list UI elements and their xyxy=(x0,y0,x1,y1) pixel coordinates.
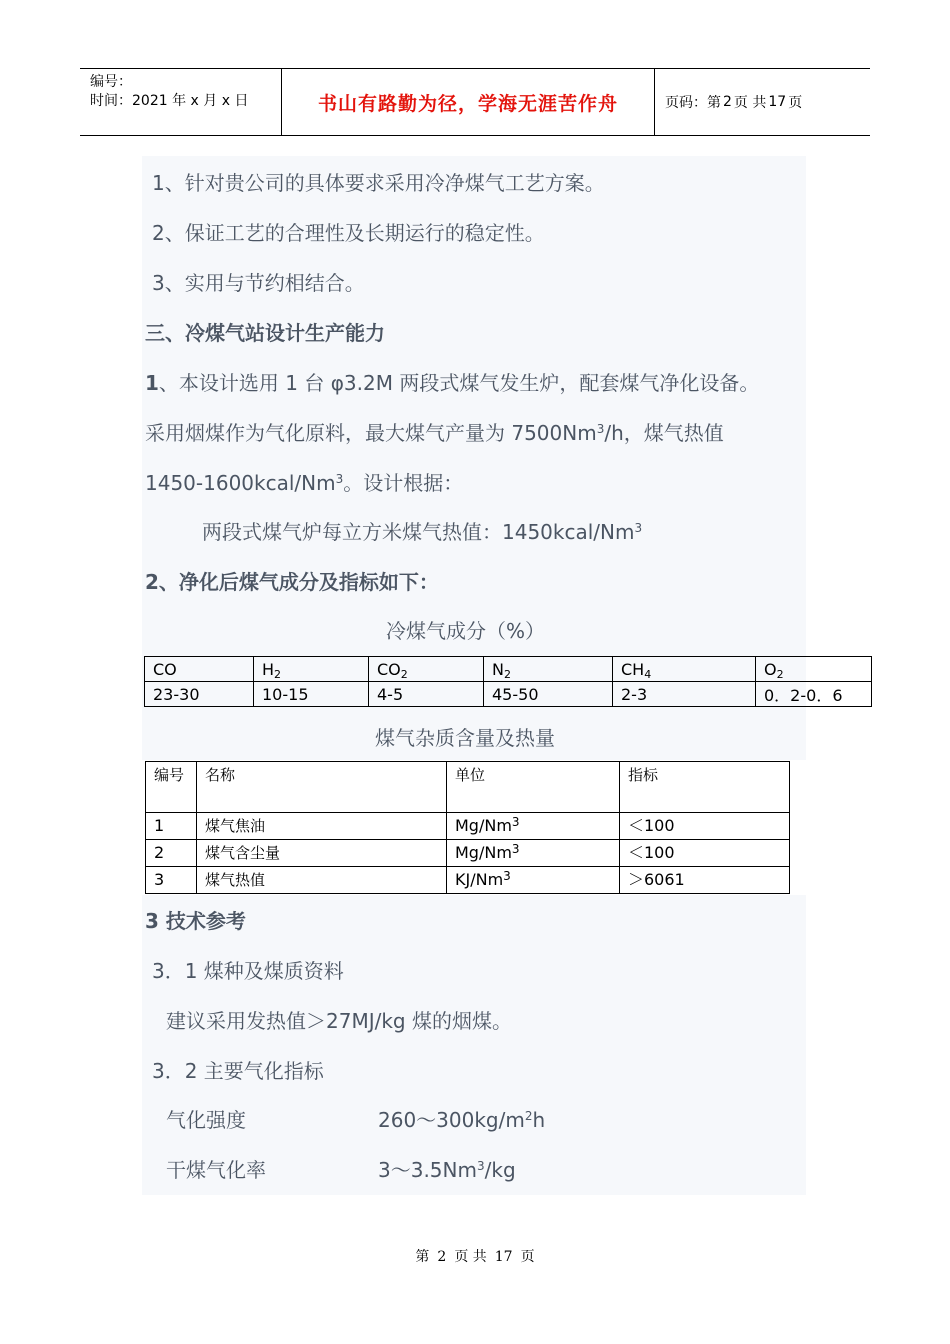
table-cell: ＜100 xyxy=(620,813,790,840)
cell-main: CH xyxy=(621,659,645,679)
principle-2: 2、保证工艺的合理性及长期运行的稳定性。 xyxy=(152,221,545,245)
para-text-c: 1450-1600kcal/Nm xyxy=(145,471,336,495)
content-shade-bottom xyxy=(142,895,806,1195)
unit-sup: 3 xyxy=(503,869,511,883)
table-row xyxy=(145,657,872,682)
para-tail-b: /h，煤气热值 xyxy=(604,421,724,445)
para-tail-c: 。设计根据： xyxy=(343,471,464,495)
time-label: 时间：2021 年 x 月 x 日 xyxy=(90,93,249,109)
table-header-cell xyxy=(254,657,369,682)
header-meta xyxy=(80,69,282,135)
table-row xyxy=(146,867,790,894)
cell-sub: 2 xyxy=(400,667,408,681)
table-cell xyxy=(447,867,620,894)
table-cell: ＞6061 xyxy=(620,867,790,894)
page-total: 17 xyxy=(768,94,787,110)
table-cell: 2 xyxy=(146,840,197,867)
index-label-intensity: 气化强度 xyxy=(166,1108,246,1132)
table-cell: 煤气热值 xyxy=(197,867,447,894)
table-cell: ＜100 xyxy=(620,840,790,867)
value-tail: /kg xyxy=(484,1158,516,1182)
table-row xyxy=(146,762,790,813)
footer-mid: 页 共 xyxy=(454,1249,487,1265)
para-text-d: 两段式煤气炉每立方米煤气热值：1450kcal/Nm xyxy=(202,520,635,544)
unit-sup: 3 xyxy=(511,842,520,856)
page-header xyxy=(80,68,870,136)
page-label: 页码：第 xyxy=(665,95,721,111)
table-header-cell xyxy=(484,657,613,682)
table-cell xyxy=(447,813,620,840)
paragraph-1-line-b xyxy=(145,419,724,447)
section-heading-tech: 3 技术参考 xyxy=(145,909,246,933)
table-header-cell: 名称 xyxy=(197,762,447,813)
cell-main: N xyxy=(492,659,504,679)
table-row xyxy=(146,813,790,840)
table-cell xyxy=(447,840,620,867)
principle-3: 3、实用与节约相结合。 xyxy=(152,271,365,295)
number-label: 编号： xyxy=(90,74,132,90)
table-row xyxy=(145,682,872,707)
subheading-gasification: 3．2 主要气化指标 xyxy=(152,1059,324,1083)
unit: KJ/Nm xyxy=(455,870,504,889)
index-value-rate xyxy=(378,1156,516,1184)
cell-main: CO xyxy=(153,659,177,679)
table-header-cell xyxy=(756,657,872,682)
page-mid: 页 共 xyxy=(733,95,767,111)
value: 3～3.5Nm xyxy=(378,1158,477,1182)
table-cell: 1 xyxy=(146,813,197,840)
cell-sub: 2 xyxy=(503,667,511,681)
table-cell: 3 xyxy=(146,867,197,894)
para-sup-c: 3 xyxy=(335,472,344,486)
footer-page-number: 2 xyxy=(437,1249,447,1265)
para-text-a: 、本设计选用 1 台 φ3.2M 两段式煤气发生炉，配套煤气净化设备。 xyxy=(158,371,760,395)
value: 260～300kg/m xyxy=(378,1108,525,1132)
cell-sub: 2 xyxy=(274,667,282,681)
para-sup-d: 3 xyxy=(634,521,643,535)
footer-total: 17 xyxy=(494,1249,513,1265)
subheading-coal-type: 3．1 煤种及煤质资料 xyxy=(152,959,344,983)
cell-main: CO xyxy=(377,659,401,679)
table-cell: 0．2-0．6 xyxy=(756,682,872,707)
table-row xyxy=(146,840,790,867)
page-footer xyxy=(0,1246,950,1266)
cell-main: H xyxy=(262,659,275,679)
table-header-cell: 单位 xyxy=(447,762,620,813)
header-page-info xyxy=(655,69,870,135)
para-number: 1 xyxy=(145,371,159,395)
principle-1: 1、针对贵公司的具体要求采用冷净煤气工艺方案。 xyxy=(152,171,605,195)
table-header-cell xyxy=(613,657,756,682)
impurity-table xyxy=(145,761,790,894)
table-cell: 4-5 xyxy=(369,682,484,707)
table-cell: 煤气含尘量 xyxy=(197,840,447,867)
footer-end: 页 xyxy=(520,1249,535,1265)
table-header-cell xyxy=(369,657,484,682)
table-header-cell: 编号 xyxy=(146,762,197,813)
page-number: 2 xyxy=(723,94,732,110)
cell-sub: 4 xyxy=(644,667,652,681)
para-text-b: 采用烟煤作为气化原料，最大煤气产量为 7500Nm xyxy=(145,421,597,445)
table-header-cell: 指标 xyxy=(620,762,790,813)
unit: Mg/Nm xyxy=(455,843,512,862)
table-cell: 10-15 xyxy=(254,682,369,707)
index-value-intensity xyxy=(378,1106,545,1134)
gas-composition-table xyxy=(144,656,872,707)
para-sup-b: 3 xyxy=(596,422,605,436)
cell-sub: 2 xyxy=(776,667,784,681)
cell-main: O xyxy=(764,659,777,679)
table-cell: 45-50 xyxy=(484,682,613,707)
value-sup: 3 xyxy=(476,1159,485,1173)
table-header-cell xyxy=(145,657,254,682)
section-heading-capacity: 三、冷煤气站设计生产能力 xyxy=(145,321,385,345)
footer-pre: 第 xyxy=(415,1249,430,1265)
header-motto: 书山有路勤为径，学海无涯苦作舟 xyxy=(282,69,655,135)
paragraph-1-line-c xyxy=(145,469,463,497)
page-end: 页 xyxy=(788,95,803,111)
paragraph-1-line-d xyxy=(202,518,642,546)
table2-title: 煤气杂质含量及热量 xyxy=(375,726,555,750)
coal-recommendation: 建议采用发热值＞27MJ/kg 煤的烟煤。 xyxy=(166,1009,512,1033)
table-cell: 23-30 xyxy=(145,682,254,707)
index-label-rate: 干煤气化率 xyxy=(166,1158,266,1182)
table-cell: 煤气焦油 xyxy=(197,813,447,840)
value-sup: 2 xyxy=(524,1109,533,1123)
unit: Mg/Nm xyxy=(455,816,512,835)
value-tail: h xyxy=(532,1108,546,1132)
table1-title: 冷煤气成分（%） xyxy=(386,619,546,643)
subheading-gas-composition: 2、净化后煤气成分及指标如下： xyxy=(145,570,439,594)
table-cell: 2-3 xyxy=(613,682,756,707)
unit-sup: 3 xyxy=(511,815,520,829)
paragraph-1-line-a xyxy=(145,369,759,397)
